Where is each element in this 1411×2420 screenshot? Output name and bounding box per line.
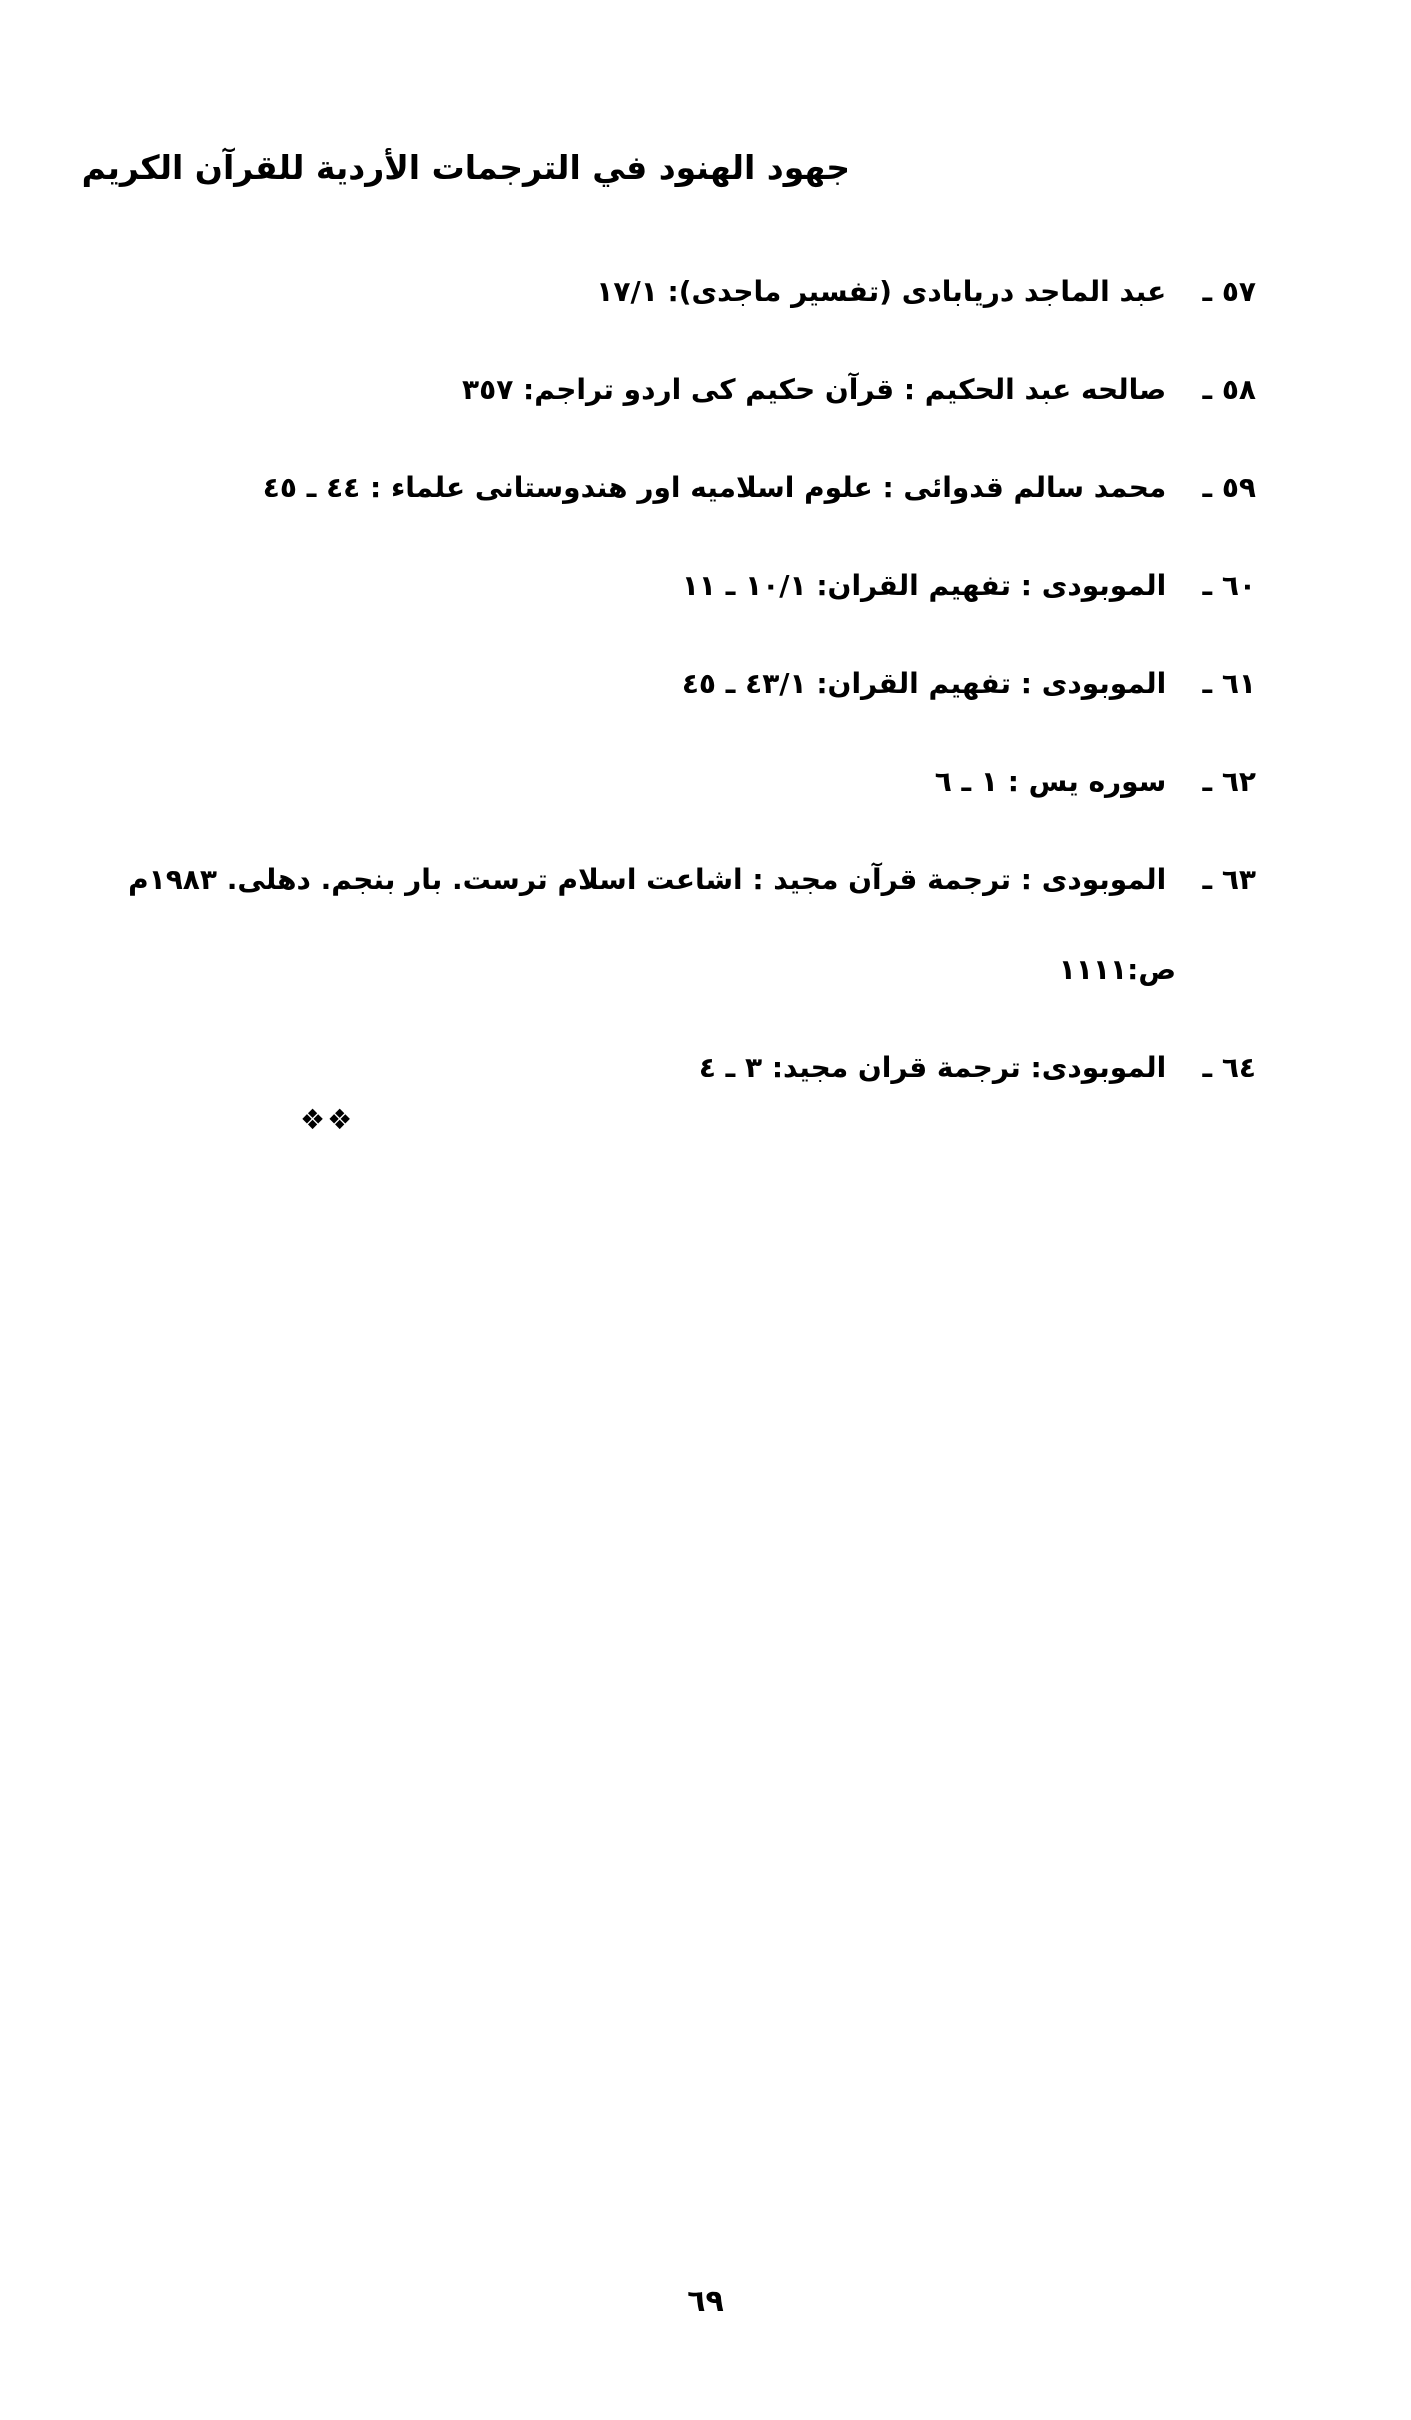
footnote-62	[256, 752, 1256, 812]
ornament-diamonds-icon: ❖❖	[300, 1103, 355, 1136]
footnote-number: ٦١ ـ	[1202, 667, 1256, 700]
footnote-text: سوره يس : ١ ـ ٦	[934, 765, 1167, 798]
footnote-text: الموبودى : ترجمة قرآن مجيد : اشاعت اسلام ترست. بار بنجم. دهلى. ١٩٨٣م	[128, 863, 1167, 896]
footnote-first-line	[128, 850, 1256, 910]
footnote-text: الموبودى: ترجمة قران مجيد: ٣ ـ ٤	[698, 1051, 1167, 1084]
running-header: جهود الهنود في الترجمات الأردية للقرآن الكريم	[81, 148, 850, 187]
footnote-58	[256, 360, 1256, 420]
footnote-59	[256, 458, 1256, 518]
footnote-60	[256, 556, 1256, 616]
footnote-text: الموبودى : تفهيم القران: ١٠/١ ـ ١١	[681, 569, 1167, 602]
footnote-text: عبد الماجد دريابادى (تفسير ماجدى): ١٧/١	[596, 275, 1167, 308]
footnote-57	[256, 262, 1256, 322]
footnote-number: ٦٣ ـ	[1202, 863, 1256, 896]
footnote-text: صالحه عبد الحكيم : قرآن حكيم كى اردو تراجم: ٣٥٧	[462, 373, 1167, 406]
footnote-number: ٥٩ ـ	[1202, 471, 1256, 504]
footnote-number: ٥٧ ـ	[1202, 275, 1256, 308]
page-number: ٦٩	[687, 2284, 724, 2319]
footnotes-list	[128, 262, 1256, 1136]
footnote-number: ٦٢ ـ	[1202, 765, 1256, 798]
footnote-text: محمد سالم قدوائى : علوم اسلاميه اور هندوستانى علماء : ٤٤ ـ ٤٥	[262, 471, 1167, 504]
footnote-number: ٦٤ ـ	[1202, 1051, 1256, 1084]
footnote-number: ٦٠ ـ	[1202, 569, 1256, 602]
footnote-continuation: ص:١١١١	[1058, 953, 1176, 986]
footnote-61	[256, 654, 1256, 714]
footnote-63	[128, 850, 1256, 1000]
footnote-number: ٥٨ ـ	[1202, 373, 1256, 406]
footnote-64	[256, 1038, 1256, 1098]
footnote-text: الموبودى : تفهيم القران: ٤٣/١ ـ ٤٥	[681, 667, 1167, 700]
